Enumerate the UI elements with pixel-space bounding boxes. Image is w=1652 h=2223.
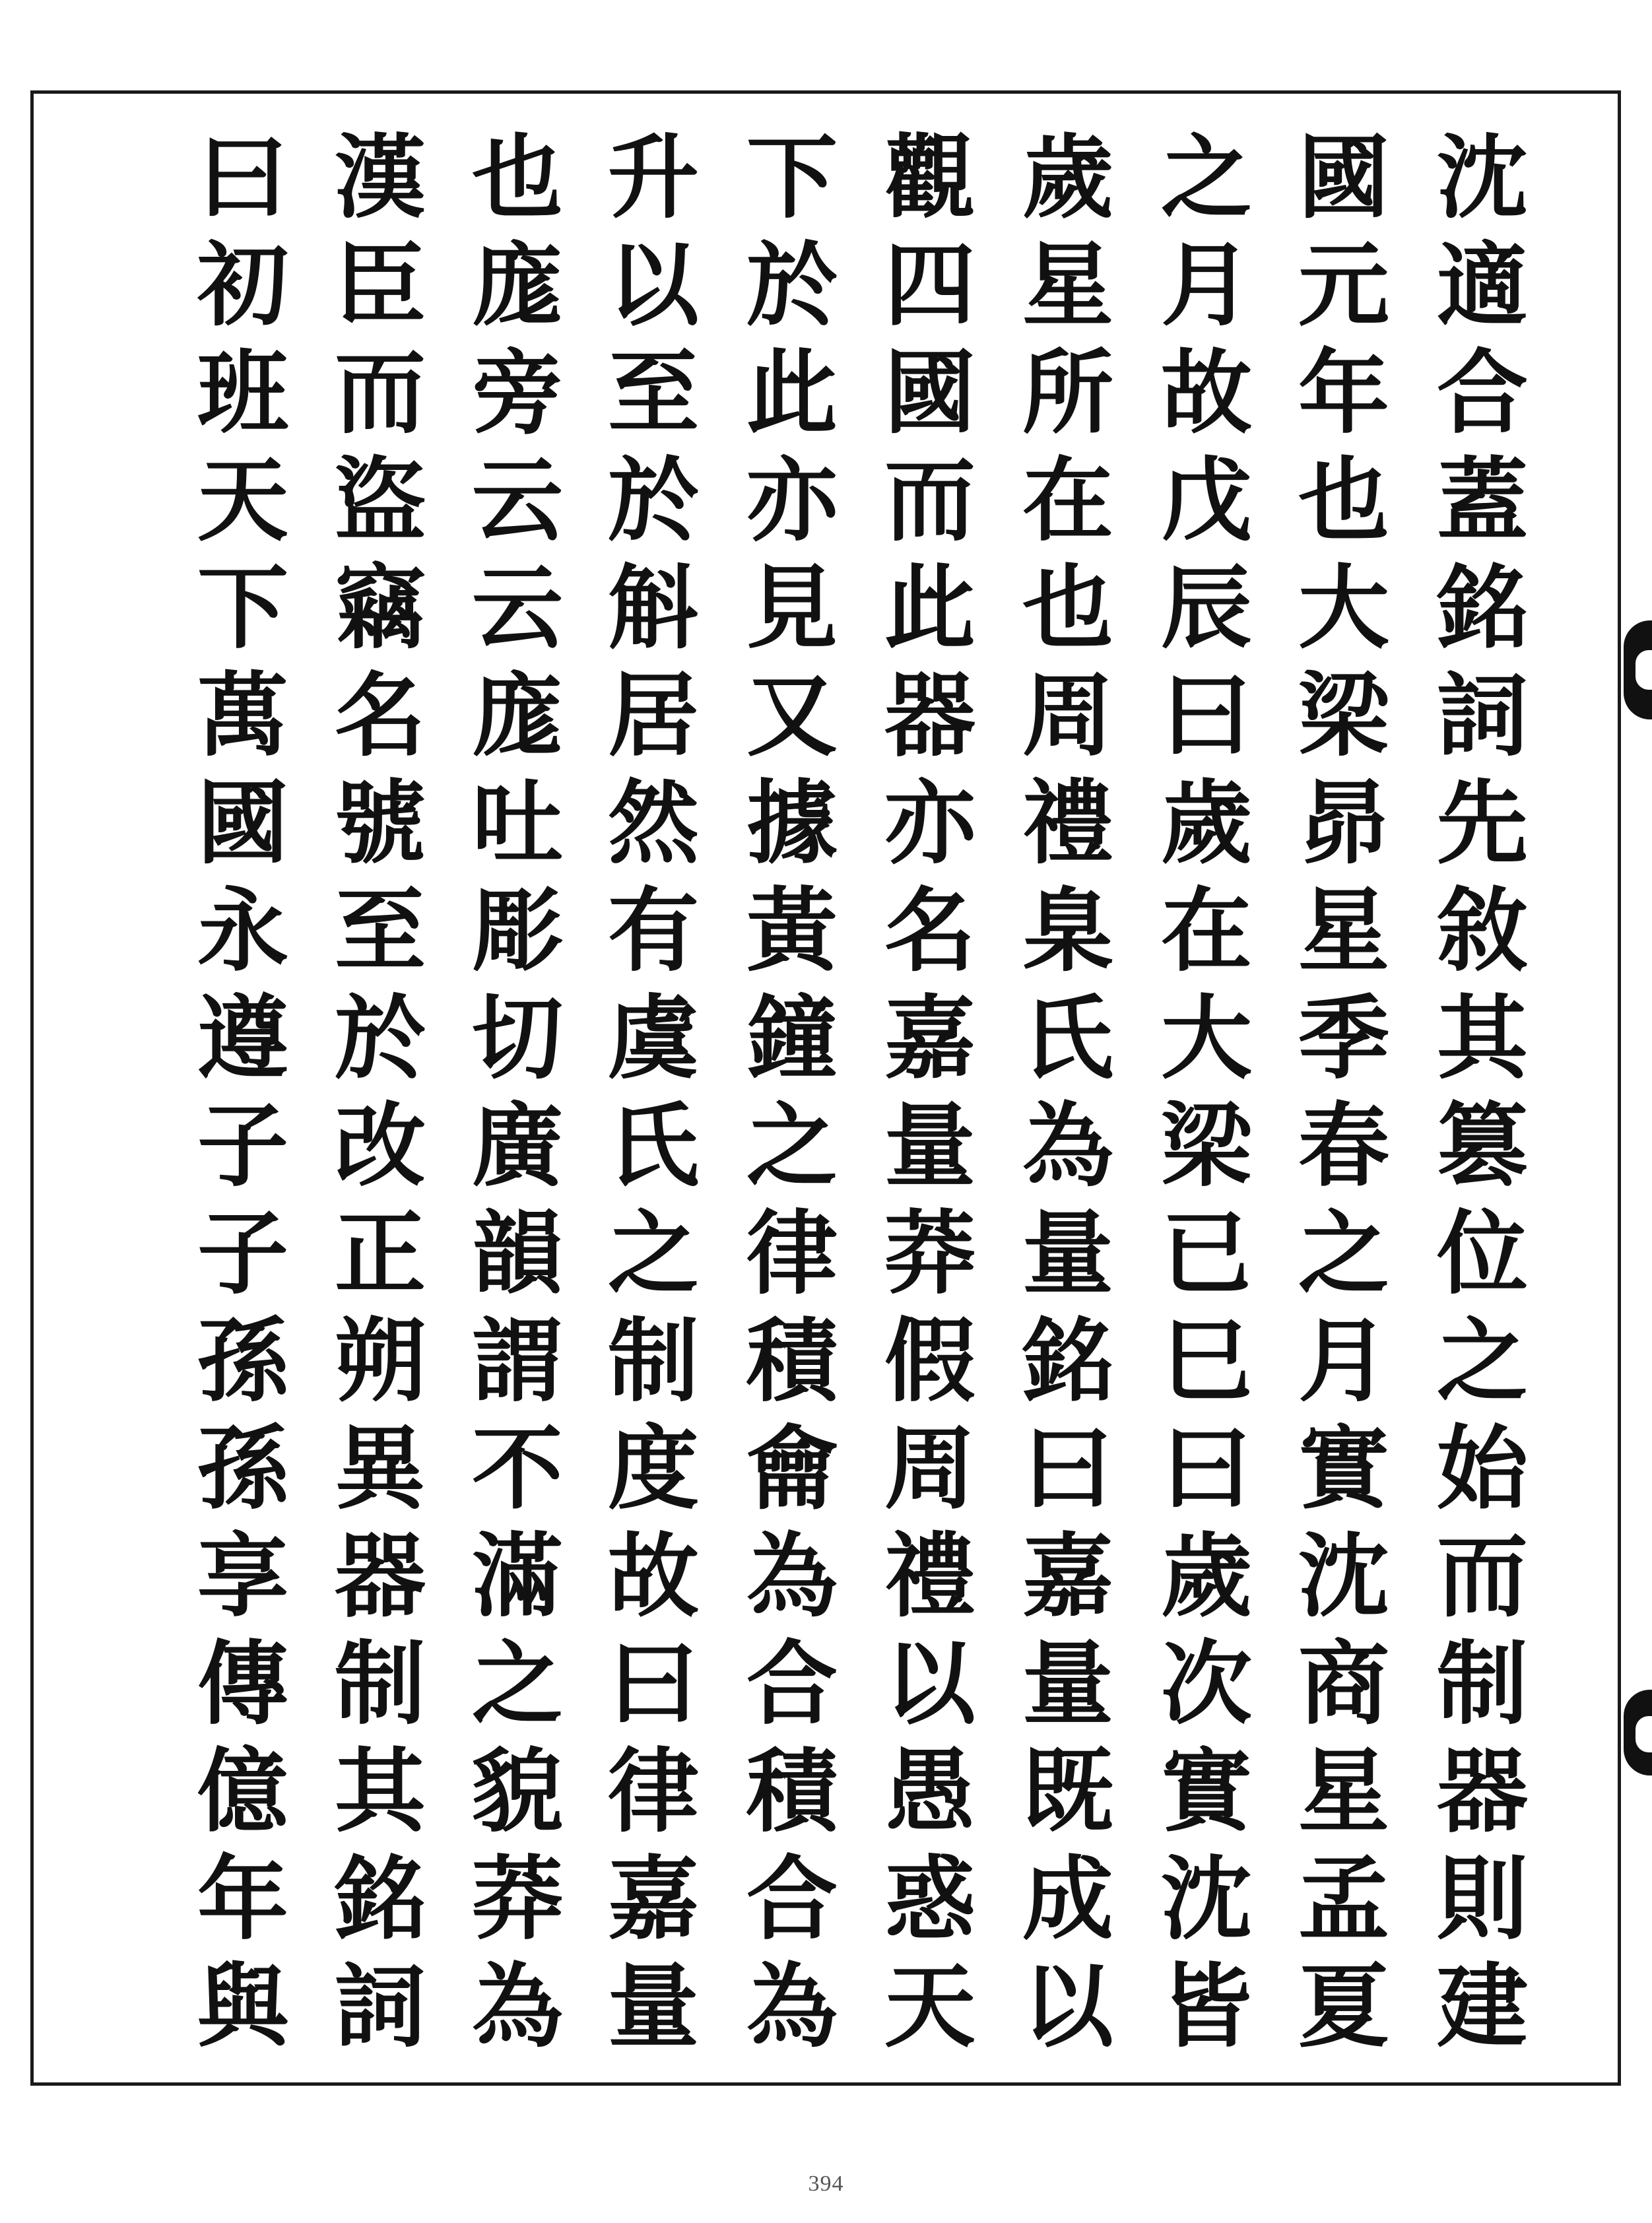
text-character: 量 — [1022, 1199, 1113, 1307]
text-character: 以 — [607, 231, 699, 339]
adjacent-page-band-top-inner — [1635, 650, 1652, 690]
text-character: 禮 — [884, 1522, 975, 1630]
text-character: 戊 — [1160, 446, 1252, 554]
text-character: 亦 — [746, 446, 838, 554]
text-character: 積 — [746, 1307, 838, 1414]
text-character: 於 — [334, 984, 426, 1092]
text-character: 莽 — [884, 1199, 975, 1307]
text-character: 貌 — [471, 1737, 563, 1845]
text-character: 在 — [1022, 446, 1113, 554]
text-character: 量 — [1022, 1630, 1113, 1737]
text-character: 黃 — [746, 877, 838, 984]
text-character: 沈 — [1298, 1522, 1389, 1630]
text-character: 彫 — [471, 877, 563, 984]
text-character: 滿 — [471, 1522, 563, 1630]
text-character: 在 — [1160, 877, 1252, 984]
text-character: 之 — [1298, 1199, 1389, 1307]
text-character: 度 — [607, 1414, 699, 1522]
text-character: 歲 — [1160, 1522, 1252, 1630]
text-character: 詞 — [1436, 661, 1528, 769]
text-character: 大 — [1298, 554, 1389, 661]
text-character: 曰 — [1160, 1414, 1252, 1522]
text-character: 積 — [746, 1737, 838, 1845]
text-character: 制 — [1436, 1630, 1528, 1737]
text-character: 孟 — [1298, 1845, 1389, 1952]
text-character: 大 — [1160, 984, 1252, 1092]
text-character: 此 — [746, 339, 838, 446]
text-character: 年 — [1298, 339, 1389, 446]
text-character: 之 — [471, 1630, 563, 1737]
text-character: 始 — [1436, 1414, 1528, 1522]
text-character: 正 — [334, 1199, 426, 1307]
text-character: 班 — [197, 339, 288, 446]
text-character: 有 — [607, 877, 699, 984]
text-character: 億 — [197, 1737, 288, 1845]
text-character: 云 — [471, 554, 563, 661]
text-character: 盜 — [334, 446, 426, 554]
text-character: 於 — [607, 446, 699, 554]
text-character: 之 — [607, 1199, 699, 1307]
text-character: 辰 — [1160, 554, 1252, 661]
text-character: 旁 — [471, 339, 563, 446]
text-column-10 — [174, 123, 312, 2064]
text-character: 季 — [1298, 984, 1389, 1092]
text-column-5 — [861, 123, 999, 2064]
text-character: 天 — [884, 1952, 975, 2060]
text-frame — [30, 90, 1621, 2086]
text-column-9 — [311, 123, 449, 2064]
text-character: 竊 — [334, 554, 426, 661]
text-column-2 — [1274, 123, 1413, 2064]
text-character: 假 — [884, 1307, 975, 1414]
text-character: 臬 — [1022, 877, 1113, 984]
text-column-8 — [448, 123, 587, 2064]
page-number: 394 — [808, 2172, 844, 2196]
text-character: 銘 — [1436, 554, 1528, 661]
text-character: 此 — [884, 554, 975, 661]
text-character: 為 — [746, 1522, 838, 1630]
text-character: 莽 — [471, 1845, 563, 1952]
text-character: 元 — [1298, 231, 1389, 339]
text-character: 改 — [334, 1092, 426, 1199]
text-character: 故 — [607, 1522, 699, 1630]
text-character: 名 — [334, 661, 426, 769]
text-character: 切 — [471, 984, 563, 1092]
text-character: 鐘 — [746, 984, 838, 1092]
text-character: 篡 — [1436, 1092, 1528, 1199]
text-character: 先 — [1436, 769, 1528, 877]
text-character: 曰 — [197, 123, 288, 231]
text-character: 夏 — [1298, 1952, 1389, 2060]
text-character: 周 — [884, 1414, 975, 1522]
text-character: 號 — [334, 769, 426, 877]
text-character: 異 — [334, 1414, 426, 1522]
text-character: 器 — [1436, 1737, 1528, 1845]
text-character: 謂 — [471, 1307, 563, 1414]
text-character: 而 — [884, 446, 975, 554]
text-character: 星 — [1022, 231, 1113, 339]
text-character: 愚 — [884, 1737, 975, 1845]
text-character: 嘉 — [1022, 1522, 1113, 1630]
text-character: 所 — [1022, 339, 1113, 446]
text-character: 氏 — [1022, 984, 1113, 1092]
text-character: 初 — [197, 231, 288, 339]
text-character: 傳 — [197, 1630, 288, 1737]
text-character: 月 — [1160, 231, 1252, 339]
text-character: 虞 — [607, 984, 699, 1092]
text-character: 四 — [884, 231, 975, 339]
text-column-4 — [999, 123, 1137, 2064]
text-character: 於 — [746, 231, 838, 339]
text-character: 春 — [1298, 1092, 1389, 1199]
text-character: 享 — [197, 1522, 288, 1630]
text-character: 量 — [607, 1952, 699, 2060]
text-character: 萬 — [197, 661, 288, 769]
text-character: 以 — [884, 1630, 975, 1737]
text-character: 則 — [1436, 1845, 1528, 1952]
text-character: 亦 — [884, 769, 975, 877]
text-character: 曰 — [1160, 661, 1252, 769]
text-column-6 — [723, 123, 861, 2064]
text-character: 廣 — [471, 1092, 563, 1199]
text-character: 子 — [197, 1092, 288, 1199]
text-character: 韻 — [471, 1199, 563, 1307]
text-character: 其 — [334, 1737, 426, 1845]
text-character: 曰 — [1022, 1414, 1113, 1522]
text-character: 周 — [1022, 661, 1113, 769]
text-character: 漢 — [334, 123, 426, 231]
text-character: 星 — [1298, 877, 1389, 984]
text-character: 吐 — [471, 769, 563, 877]
text-character: 實 — [1298, 1414, 1389, 1522]
text-character: 律 — [607, 1737, 699, 1845]
text-character: 觀 — [884, 123, 975, 231]
text-character: 永 — [197, 877, 288, 984]
text-character: 實 — [1160, 1737, 1252, 1845]
text-character: 而 — [1436, 1522, 1528, 1630]
text-character: 昴 — [1298, 769, 1389, 877]
text-character: 蓋 — [1436, 446, 1528, 554]
text-character: 次 — [1160, 1630, 1252, 1737]
text-character: 為 — [471, 1952, 563, 2060]
text-character: 位 — [1436, 1199, 1528, 1307]
text-character: 量 — [884, 1092, 975, 1199]
text-character: 國 — [884, 339, 975, 446]
text-character: 敘 — [1436, 877, 1528, 984]
text-character: 庬 — [471, 661, 563, 769]
text-character: 而 — [334, 339, 426, 446]
text-character: 孫 — [197, 1307, 288, 1414]
text-character: 云 — [471, 446, 563, 554]
text-character: 制 — [334, 1630, 426, 1737]
text-character: 也 — [1298, 446, 1389, 554]
text-character: 歲 — [1022, 123, 1113, 231]
text-character: 升 — [607, 123, 699, 231]
text-column-3 — [1137, 123, 1276, 2064]
text-character: 既 — [1022, 1737, 1113, 1845]
text-character: 適 — [1436, 231, 1528, 339]
text-character: 其 — [1436, 984, 1528, 1092]
text-character: 斛 — [607, 554, 699, 661]
adjacent-page-edge — [1629, 0, 1652, 2223]
text-character: 臣 — [334, 231, 426, 339]
text-character: 居 — [607, 661, 699, 769]
text-character: 下 — [197, 554, 288, 661]
text-character: 以 — [1022, 1952, 1113, 2060]
text-character: 故 — [1160, 339, 1252, 446]
text-character: 為 — [746, 1952, 838, 2060]
text-character: 之 — [746, 1092, 838, 1199]
text-character: 器 — [884, 661, 975, 769]
text-column-7 — [584, 123, 723, 2064]
text-character: 孫 — [197, 1414, 288, 1522]
text-character: 庬 — [471, 231, 563, 339]
text-character: 也 — [1022, 554, 1113, 661]
text-character: 梁 — [1160, 1092, 1252, 1199]
text-character: 銘 — [1022, 1307, 1113, 1414]
text-character: 為 — [1022, 1092, 1113, 1199]
text-character: 沈 — [1436, 123, 1528, 231]
text-character: 朔 — [334, 1307, 426, 1414]
text-character: 名 — [884, 877, 975, 984]
text-character: 沈 — [1160, 1845, 1252, 1952]
text-character: 遵 — [197, 984, 288, 1092]
text-character: 下 — [746, 123, 838, 231]
text-character: 律 — [746, 1199, 838, 1307]
text-character: 商 — [1298, 1630, 1389, 1737]
vertical-text-columns — [34, 94, 1618, 2082]
text-character: 器 — [334, 1522, 426, 1630]
text-character: 梁 — [1298, 661, 1389, 769]
adjacent-page-band-bottom-inner — [1635, 1716, 1652, 1752]
text-column-1 — [1413, 123, 1552, 2064]
text-character: 又 — [746, 661, 838, 769]
text-character: 合 — [1436, 339, 1528, 446]
text-character: 銘 — [334, 1845, 426, 1952]
text-character: 氏 — [607, 1092, 699, 1199]
text-character: 之 — [1160, 123, 1252, 231]
text-character: 不 — [471, 1414, 563, 1522]
text-character: 然 — [607, 769, 699, 877]
text-character: 也 — [471, 123, 563, 231]
text-character: 國 — [197, 769, 288, 877]
text-character: 巳 — [1160, 1307, 1252, 1414]
text-character: 曰 — [607, 1630, 699, 1737]
text-character: 至 — [334, 877, 426, 984]
text-character: 國 — [1298, 123, 1389, 231]
text-character: 天 — [197, 446, 288, 554]
text-character: 制 — [607, 1307, 699, 1414]
text-character: 皆 — [1160, 1952, 1252, 2060]
text-character: 龠 — [746, 1414, 838, 1522]
text-character: 禮 — [1022, 769, 1113, 877]
text-character: 星 — [1298, 1737, 1389, 1845]
text-character: 建 — [1436, 1952, 1528, 2060]
text-character: 與 — [197, 1952, 288, 2060]
text-character: 歲 — [1160, 769, 1252, 877]
text-character: 之 — [1436, 1307, 1528, 1414]
text-character: 已 — [1160, 1199, 1252, 1307]
text-character: 至 — [607, 339, 699, 446]
text-character: 惑 — [884, 1845, 975, 1952]
text-character: 嘉 — [884, 984, 975, 1092]
text-character: 合 — [746, 1845, 838, 1952]
text-character: 成 — [1022, 1845, 1113, 1952]
text-character: 詞 — [334, 1952, 426, 2060]
text-character: 子 — [197, 1199, 288, 1307]
text-character: 月 — [1298, 1307, 1389, 1414]
text-character: 合 — [746, 1630, 838, 1737]
text-character: 年 — [197, 1845, 288, 1952]
text-character: 據 — [746, 769, 838, 877]
text-character: 見 — [746, 554, 838, 661]
text-character: 嘉 — [607, 1845, 699, 1952]
